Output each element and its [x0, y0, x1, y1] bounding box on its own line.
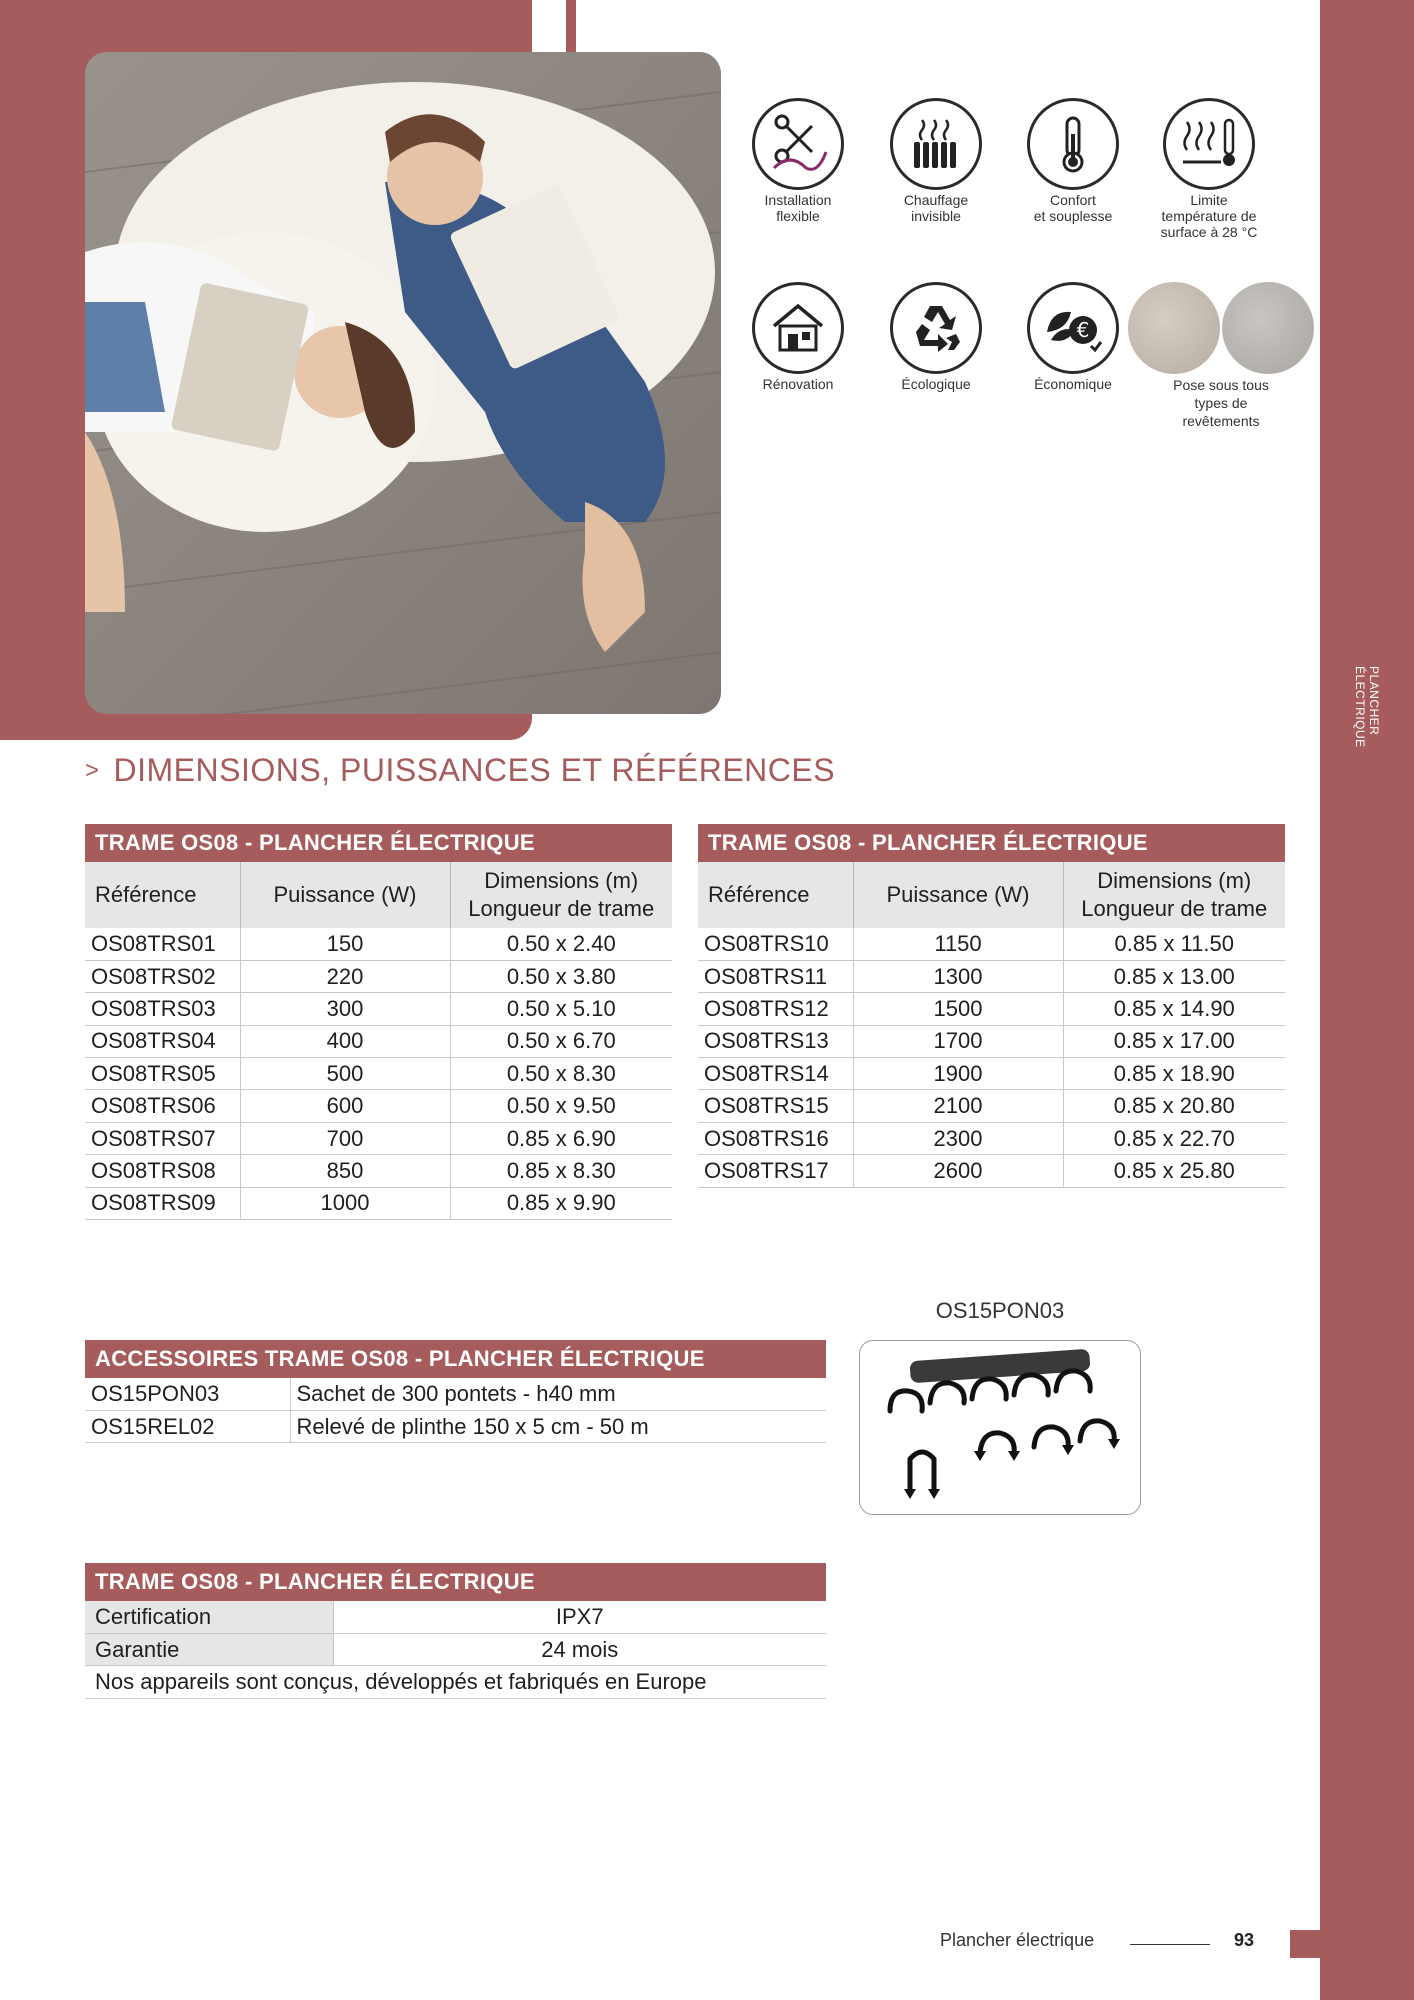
accessories-table	[85, 1340, 826, 1443]
table-row: OS08TRS01 150 0.50 x 2.40	[85, 928, 672, 960]
table-row: OS08TRS17 2600 0.85 x 25.80	[698, 1155, 1285, 1187]
hero-photo	[85, 52, 721, 714]
recycle-icon	[890, 282, 982, 374]
accessory-image-caption: OS15PON03	[935, 1298, 1065, 1323]
feature-flexible-installation: Installation flexible	[733, 98, 863, 224]
table-row: OS08TRS10 1150 0.85 x 11.50	[698, 928, 1285, 960]
table-row: OS08TRS08 850 0.85 x 8.30	[85, 1155, 672, 1187]
feature-economic: € Économique	[1008, 282, 1138, 392]
euro-leaf-icon	[1027, 282, 1119, 374]
table-title: ACCESSOIRES TRAME OS08 - PLANCHER ÉLECTRIQUE	[85, 1340, 826, 1378]
table-title: TRAME OS08 - PLANCHER ÉLECTRIQUE	[85, 824, 672, 862]
feature-all-coverings: Pose sous tous types de revêtements	[1128, 282, 1314, 430]
table-row: OS08TRS11 1300 0.85 x 13.00	[698, 960, 1285, 992]
table-row: OS08TRS04 400 0.50 x 6.70	[85, 1025, 672, 1057]
table-row: OS08TRS16 2300 0.85 x 22.70	[698, 1122, 1285, 1154]
page-number: 93	[1234, 1930, 1255, 1950]
side-section-label: PLANCHER ÉLECTRIQUE	[1353, 666, 1381, 748]
accessory-photo	[859, 1340, 1141, 1515]
table-row: OS08TRS07 700 0.85 x 6.90	[85, 1122, 672, 1154]
footer-divider	[1130, 1944, 1210, 1945]
footer-tab	[1290, 1930, 1320, 1958]
references-table-right	[698, 824, 1285, 1188]
table-row: Garantie 24 mois	[85, 1633, 826, 1665]
feature-renovation: Rénovation	[733, 282, 863, 392]
table-row: OS08TRS15 2100 0.85 x 20.80	[698, 1090, 1285, 1122]
table-row: OS08TRS05 500 0.50 x 8.30	[85, 1058, 672, 1090]
top-accent-bar	[566, 0, 576, 52]
column-header-reference: Référence	[85, 862, 240, 928]
radiator-icon	[890, 98, 982, 190]
table-row: OS08TRS12 1500 0.85 x 14.90	[698, 993, 1285, 1025]
table-row: OS15PON03 Sachet de 300 pontets - h40 mm	[85, 1378, 826, 1410]
floor-swatch-icon	[1128, 282, 1314, 374]
column-header-dimensions: Dimensions (m) Longueur de trame	[450, 862, 672, 928]
side-band	[1320, 0, 1414, 2000]
table-row: OS08TRS09 1000 0.85 x 9.90	[85, 1187, 672, 1219]
column-header-power: Puissance (W)	[853, 862, 1063, 928]
table-row: OS08TRS06 600 0.50 x 9.50	[85, 1090, 672, 1122]
feature-comfort: Confort et souplesse	[1008, 98, 1138, 224]
specs-table	[85, 1563, 826, 1699]
feature-temperature-limit: Limite température de surface à 28 °C	[1144, 98, 1274, 240]
table-row: OS08TRS03 300 0.50 x 5.10	[85, 993, 672, 1025]
thermometer-icon	[1027, 98, 1119, 190]
scissors-icon	[752, 98, 844, 190]
section-title: > DIMENSIONS, PUISSANCES ET RÉFÉRENCES	[85, 752, 836, 788]
temperature-limit-icon	[1163, 98, 1255, 190]
table-row: Nos appareils sont conçus, développés et fabriqués en Europe	[85, 1666, 826, 1698]
table-title: TRAME OS08 - PLANCHER ÉLECTRIQUE	[698, 824, 1285, 862]
house-icon	[752, 282, 844, 374]
column-header-dimensions: Dimensions (m) Longueur de trame	[1063, 862, 1285, 928]
column-header-reference: Référence	[698, 862, 853, 928]
table-row: Certification IPX7	[85, 1601, 826, 1633]
feature-invisible-heating: Chauffage invisible	[871, 98, 1001, 224]
feature-ecological: Écologique	[871, 282, 1001, 392]
footer-section-name: Plancher électrique	[940, 1930, 1095, 1950]
table-row: OS08TRS13 1700 0.85 x 17.00	[698, 1025, 1285, 1057]
table-row: OS08TRS02 220 0.50 x 3.80	[85, 960, 672, 992]
references-table-left	[85, 824, 672, 1220]
table-title: TRAME OS08 - PLANCHER ÉLECTRIQUE	[85, 1563, 826, 1601]
chevron-right-icon: >	[85, 757, 100, 784]
table-row: OS15REL02 Relevé de plinthe 150 x 5 cm - 50 m	[85, 1410, 826, 1442]
column-header-power: Puissance (W)	[240, 862, 450, 928]
table-row: OS08TRS14 1900 0.85 x 18.90	[698, 1058, 1285, 1090]
svg-text:€: €	[1076, 318, 1090, 342]
